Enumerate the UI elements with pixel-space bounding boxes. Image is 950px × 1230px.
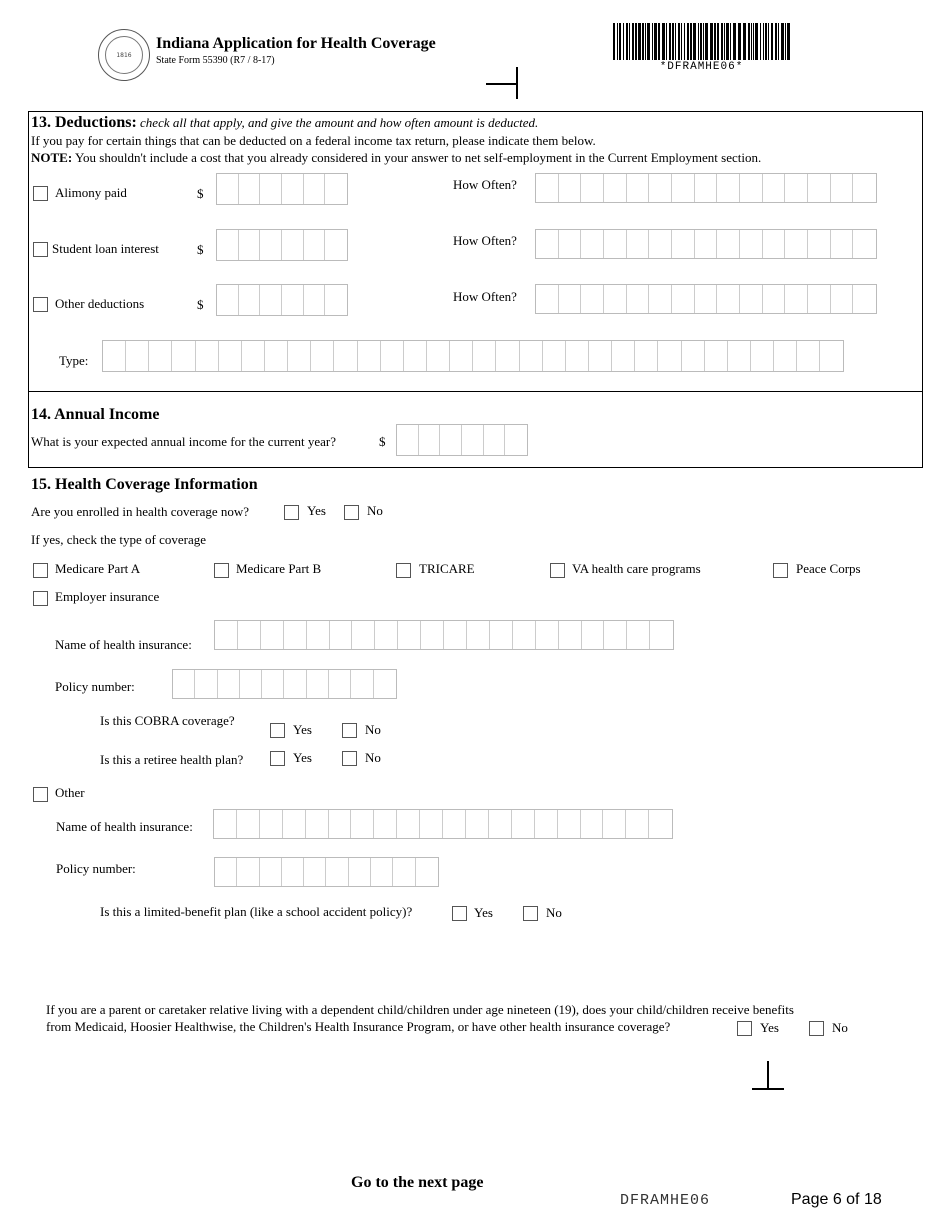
- deduction-type-input[interactable]: [102, 340, 844, 372]
- medicare-a-checkbox[interactable]: [33, 563, 48, 578]
- student-loan-amount-input[interactable]: [216, 229, 348, 261]
- section-13-title: 13. Deductions:: [31, 114, 137, 131]
- va-label: VA health care programs: [572, 561, 701, 576]
- retiree-yes-checkbox[interactable]: [270, 751, 285, 766]
- no-label: No: [367, 503, 383, 518]
- employer-insurance-label: Employer insurance: [55, 589, 160, 604]
- yes-label: Yes: [293, 722, 312, 737]
- student-loan-label: Student loan interest: [52, 241, 159, 256]
- other-coverage-checkbox[interactable]: [33, 787, 48, 802]
- medicare-a-label: Medicare Part A: [55, 561, 141, 576]
- registration-mark: [516, 67, 518, 99]
- peace-corps-checkbox[interactable]: [773, 563, 788, 578]
- employer-insurance-checkbox[interactable]: [33, 591, 48, 606]
- form-title: Indiana Application for Health Coverage: [156, 35, 436, 52]
- other-deductions-label: Other deductions: [55, 296, 145, 311]
- child-coverage-no-checkbox[interactable]: [809, 1021, 824, 1036]
- va-checkbox[interactable]: [550, 563, 565, 578]
- peace-corps-label: Peace Corps: [796, 561, 861, 576]
- annual-income-question: What is your expected annual income for the current year?: [31, 434, 336, 449]
- other-policy-input[interactable]: [214, 857, 439, 887]
- enrolled-no-checkbox[interactable]: [344, 505, 359, 520]
- other-deductions-checkbox[interactable]: [33, 297, 48, 312]
- no-label: No: [832, 1020, 848, 1035]
- other-insurance-name-label: Name of health insurance:: [56, 819, 193, 834]
- parent-question-line1: If you are a parent or caretaker relative living with a dependent child/children under age nineteen (19), does your child/children receive benefits: [46, 1002, 794, 1017]
- annual-income-input[interactable]: [396, 424, 528, 456]
- cobra-yes-checkbox[interactable]: [270, 723, 285, 738]
- alimony-frequency-input[interactable]: [535, 173, 877, 203]
- yes-label: Yes: [474, 905, 493, 920]
- no-label: No: [546, 905, 562, 920]
- section-14-title: 14. Annual Income: [31, 406, 160, 423]
- section-15-title: 15. Health Coverage Information: [31, 476, 258, 493]
- medicare-b-checkbox[interactable]: [214, 563, 229, 578]
- no-label: No: [365, 722, 381, 737]
- currency-sign: $: [197, 242, 204, 257]
- alimony-label: Alimony paid: [55, 185, 127, 200]
- registration-mark: [767, 1061, 769, 1090]
- yes-label: Yes: [293, 750, 312, 765]
- type-label: Type:: [59, 353, 89, 368]
- how-often-label: How Often?: [453, 177, 517, 192]
- registration-mark: [752, 1088, 784, 1090]
- currency-sign: $: [379, 434, 386, 449]
- currency-sign: $: [197, 297, 204, 312]
- retiree-question: Is this a retiree health plan?: [100, 752, 244, 767]
- enrolled-question: Are you enrolled in health coverage now?: [31, 504, 250, 519]
- other-policy-label: Policy number:: [56, 861, 136, 876]
- employer-insurance-name-label: Name of health insurance:: [55, 637, 192, 652]
- yes-label: Yes: [307, 503, 326, 518]
- barcode: [613, 23, 790, 62]
- next-page-note: Go to the next page: [351, 1174, 484, 1191]
- employer-policy-input[interactable]: [172, 669, 397, 699]
- limited-yes-checkbox[interactable]: [452, 906, 467, 921]
- form-number: State Form 55390 (R7 / 8-17): [156, 55, 275, 66]
- barcode-text: *DFRAMHE06*: [659, 61, 744, 73]
- alimony-amount-input[interactable]: [216, 173, 348, 205]
- retiree-no-checkbox[interactable]: [342, 751, 357, 766]
- employer-policy-label: Policy number:: [55, 679, 135, 694]
- state-seal: [98, 29, 150, 81]
- other-insurance-name-input[interactable]: [213, 809, 673, 839]
- yes-label: Yes: [760, 1020, 779, 1035]
- medicare-b-label: Medicare Part B: [236, 561, 322, 576]
- student-loan-checkbox[interactable]: [33, 242, 48, 257]
- limited-no-checkbox[interactable]: [523, 906, 538, 921]
- other-deductions-amount-input[interactable]: [216, 284, 348, 316]
- other-coverage-label: Other: [55, 785, 85, 800]
- child-coverage-yes-checkbox[interactable]: [737, 1021, 752, 1036]
- registration-mark: [486, 83, 518, 85]
- coverage-type-instruction: If yes, check the type of coverage: [31, 532, 207, 547]
- parent-question-line2: from Medicaid, Hoosier Healthwise, the Children's Health Insurance Program, or have other health insurance coverage?: [46, 1019, 671, 1034]
- cobra-no-checkbox[interactable]: [342, 723, 357, 738]
- page-number: Page 6 of 18: [791, 1191, 882, 1208]
- form-code: DFRAMHE06: [620, 1192, 711, 1209]
- other-deductions-frequency-input[interactable]: [535, 284, 877, 314]
- section-13-intro: If you pay for certain things that can be deducted on a federal income tax return, please indicate them below.: [31, 133, 596, 148]
- enrolled-yes-checkbox[interactable]: [284, 505, 299, 520]
- tricare-label: TRICARE: [419, 561, 475, 576]
- how-often-label: How Often?: [453, 289, 517, 304]
- limited-benefit-question: Is this a limited-benefit plan (like a school accident policy)?: [100, 904, 413, 919]
- note-text: You shouldn't include a cost that you already considered in your answer to net self-employment in the Current Employment section.: [72, 150, 762, 165]
- seal-emblem: 1816: [105, 36, 143, 74]
- employer-insurance-name-input[interactable]: [214, 620, 674, 650]
- alimony-checkbox[interactable]: [33, 186, 48, 201]
- currency-sign: $: [197, 186, 204, 201]
- section-13-subtitle: check all that apply, and give the amount and how often amount is deducted.: [140, 115, 539, 130]
- student-loan-frequency-input[interactable]: [535, 229, 877, 259]
- no-label: No: [365, 750, 381, 765]
- cobra-question: Is this COBRA coverage?: [100, 713, 235, 728]
- how-often-label: How Often?: [453, 233, 517, 248]
- note-label: NOTE:: [31, 150, 73, 165]
- tricare-checkbox[interactable]: [396, 563, 411, 578]
